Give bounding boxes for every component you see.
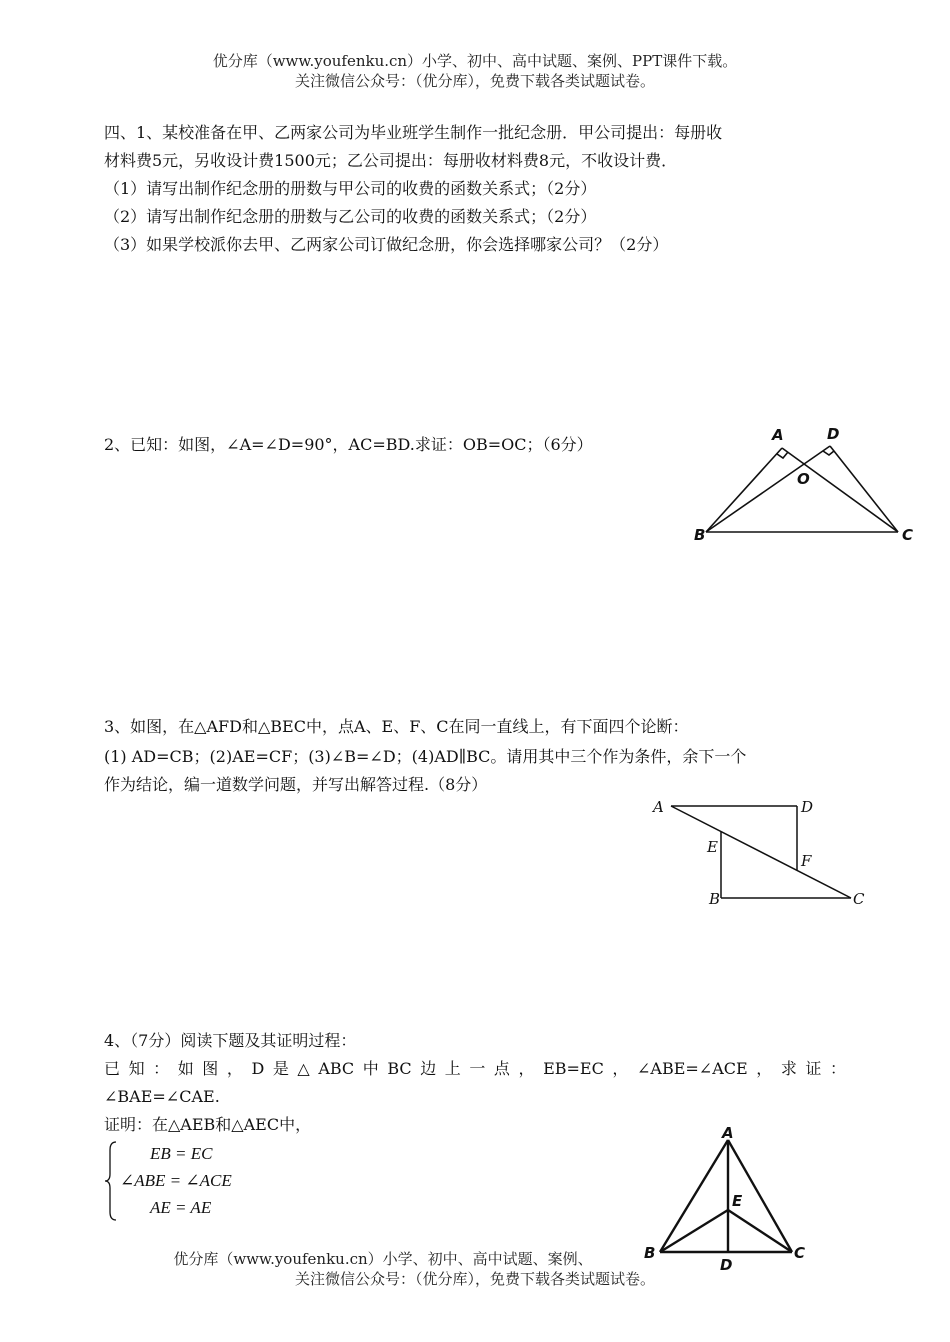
- q3-segment-ac: [671, 806, 851, 898]
- q3-line-1: 3、如图，在△AFD和△BEC中，点A、E、F、C在同一直线上，有下面四个论断：: [104, 717, 689, 736]
- q4-brace-icon: [104, 1140, 118, 1222]
- q1-sub-3: （3）如果学校派你去甲、乙两家公司订做纪念册，你会选择哪家公司？（2分）: [104, 235, 669, 254]
- q1-sub-2: （2）请写出制作纪念册的册数与乙公司的收费的函数关系式；（2分）: [104, 207, 597, 226]
- q3-figure: [645, 792, 875, 912]
- header-line-1: 优分库（www.youfenku.cn）小学、初中、高中试题、案例、PPT课件下载。: [212, 52, 738, 70]
- q4-label-d: D: [720, 1256, 733, 1274]
- q2-label-b: B: [694, 526, 706, 544]
- q4-segment-ab: [660, 1140, 728, 1252]
- q4-label-b: B: [644, 1244, 656, 1262]
- q3-label-e: E: [707, 838, 718, 856]
- q4-system-eq-3: AE = AE: [150, 1198, 212, 1217]
- q2-segment-ac: [782, 448, 898, 532]
- q3-line-2: (1) AD=CB；(2)AE=CF；(3)∠B=∠D；(4)AD∥BC。请用其中三个作为条件，余下一个: [104, 747, 747, 766]
- q2-segment-dc: [830, 446, 898, 532]
- q4-line-2: 已知：如图，D是△ABC中BC边上一点，EB=EC，∠ABE=∠ACE，求证：: [104, 1059, 846, 1078]
- q4-label-a: A: [722, 1124, 734, 1142]
- q2-right-angle-a: [777, 452, 788, 458]
- header-line-2: 关注微信公众号：（优分库），免费下载各类试题试卷。: [294, 72, 655, 90]
- q2-segment-bd: [706, 446, 830, 532]
- footer-line-1: 优分库（www.youfenku.cn）小学、初中、高中试题、案例、: [173, 1250, 593, 1268]
- q4-label-e: E: [732, 1192, 743, 1210]
- q4-system-eq-2: ∠ABE = ∠ACE: [120, 1171, 232, 1190]
- q2-label-d: D: [827, 425, 840, 443]
- q2-label-a: A: [772, 426, 784, 444]
- q3-label-c: C: [853, 890, 865, 908]
- q3-label-f: F: [801, 852, 812, 870]
- q4-segment-be: [660, 1210, 728, 1252]
- q4-label-c: C: [794, 1244, 806, 1262]
- q1-line-2: 材料费5元，另收设计费1500元；乙公司提出：每册收材料费8元，不收设计费．: [104, 151, 678, 170]
- q4-line-1: 4、（7分）阅读下题及其证明过程：: [104, 1031, 357, 1050]
- q1-sub-1: （1）请写出制作纪念册的册数与甲公司的收费的函数关系式；（2分）: [104, 179, 597, 198]
- q3-label-a: A: [653, 798, 664, 816]
- q3-label-b: B: [709, 890, 721, 908]
- q2-right-angle-d: [823, 451, 834, 455]
- q3-line-3: 作为结论，编一道数学问题，并写出解答过程.（8分）: [104, 775, 488, 794]
- q2-label-o: O: [797, 470, 810, 488]
- q3-label-d: D: [801, 798, 814, 816]
- q4-segment-ce: [728, 1210, 792, 1252]
- q2-segment-ba: [706, 448, 782, 532]
- footer-line-2: 关注微信公众号：（优分库），免费下载各类试题试卷。: [294, 1270, 655, 1288]
- q2-text: 2、已知：如图，∠A=∠D=90°，AC=BD.求证：OB=OC；（6分）: [104, 435, 593, 454]
- q4-system-eq-1: EB = EC: [150, 1144, 213, 1163]
- q2-label-c: C: [902, 526, 914, 544]
- q4-line-3: ∠BAE=∠CAE.: [104, 1087, 220, 1106]
- q4-line-4: 证明：在△AEB和△AEC中，: [104, 1115, 312, 1134]
- q2-figure: [690, 420, 920, 550]
- q1-line-1: 四、1、某校准备在甲、乙两家公司为毕业班学生制作一批纪念册．甲公司提出：每册收: [104, 123, 723, 142]
